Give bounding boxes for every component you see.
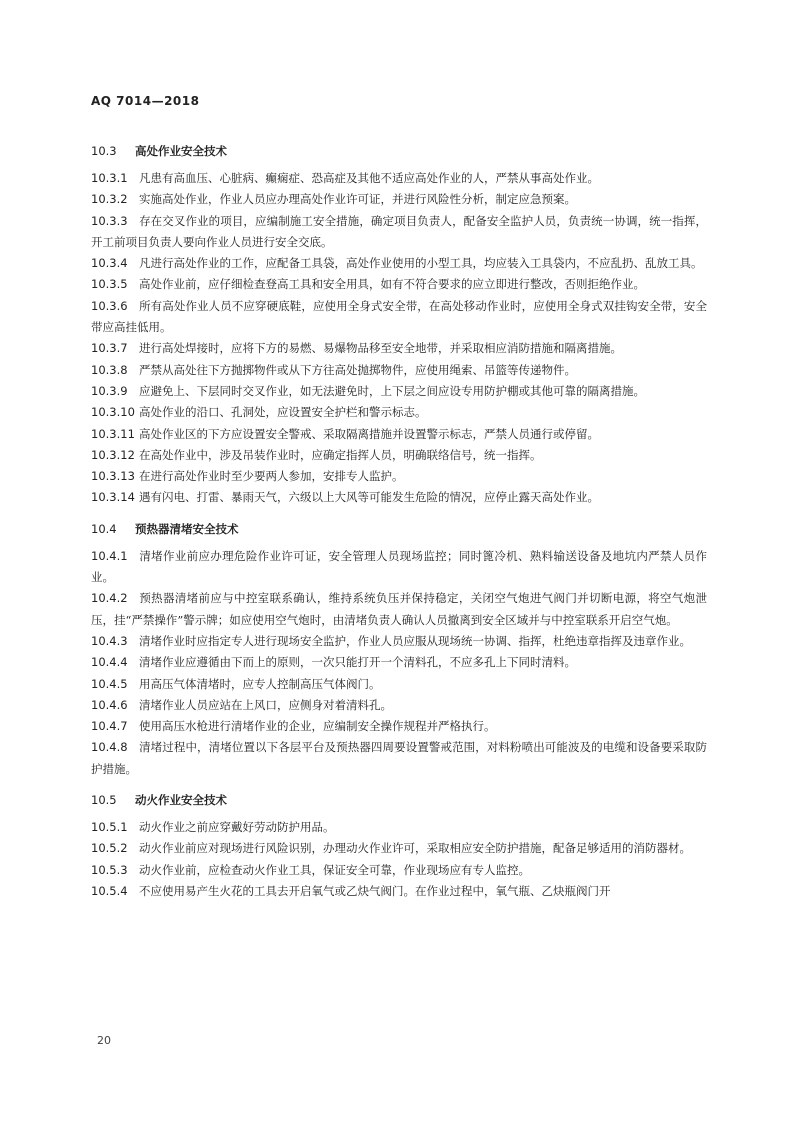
section-heading-10-3 — [91, 140, 707, 162]
clause-text: 凡进行高处作业的工作，应配备工具袋，高处作业使用的小型工具，均应装入工具袋内，不应乱扔、乱放工具。 — [139, 256, 703, 271]
clause-text: 严禁从高处往下方抛掷物件或从下方往高处抛掷物件，应使用绳索、吊篮等传递物件。 — [139, 362, 576, 377]
clause-10-3-8 — [91, 360, 707, 381]
clause-text: 应避免上、下层同时交叉作业，如无法避免时，上下层之间应设专用防护棚或其他可靠的隔离措施。 — [139, 383, 645, 398]
clause-text: 用高压气体清堵时，应专人控制高压气体阀门。 — [139, 676, 381, 691]
section-number: 10.5 — [91, 793, 117, 808]
document-id: AQ 7014—2018 — [91, 94, 200, 108]
clause-10-3-11 — [91, 424, 707, 445]
clause-number: 10.4.5 — [91, 676, 128, 691]
clause-text: 清堵作业前应办理危险作业许可证，安全管理人员现场监控；同时篦冷机、熟料输送设备及地坑内严禁人员作业。 — [91, 548, 707, 585]
clause-text: 清堵过程中，清堵位置以下各层平台及预热器四周要设置警戒范围，对料粉喷出可能波及的电缆和设备要采取防护措施。 — [91, 740, 707, 776]
clause-text: 预热器清堵前应与中控室联系确认，维持系统负压并保持稳定，关闭空气炮进气阀门并切断电源，将空气炮泄压，挂“严禁操作”警示牌；如应使用空气炮时，由清堵负责人确认人员撤离到安全区域并与中控室联系开启空气炮。 — [91, 591, 707, 627]
clause-text: 凡患有高血压、心脏病、癫痫症、恐高症及其他不适应高处作业的人，严禁从事高处作业。 — [139, 171, 599, 185]
clause-text: 高处作业区的下方应设置安全警戒、采取隔离措施并设置警示标志，严禁人员通行或停留。 — [139, 426, 599, 441]
section-heading-10-5 — [91, 789, 707, 811]
clause-text: 遇有闪电、打雷、暴雨天气，六级以上大风等可能发生危险的情况，应停止露天高处作业。 — [139, 490, 599, 505]
clause-10-3-13 — [91, 466, 707, 487]
clause-number: 10.3.13 — [91, 469, 135, 484]
clause-text: 动火作业之前应穿戴好劳动防护用品。 — [139, 820, 335, 835]
clause-10-3-10 — [91, 402, 707, 423]
clause-number: 10.3.6 — [91, 298, 128, 313]
clause-number: 10.3.1 — [91, 171, 128, 185]
clause-10-3-1 — [91, 168, 707, 189]
clause-text: 清堵作业应遵循由下而上的原则，一次只能打开一个清料孔，不应多孔上下同时清料。 — [139, 655, 576, 670]
clause-number: 10.3.7 — [91, 341, 128, 356]
clause-text: 所有高处作业人员不应穿硬底鞋，应使用全身式安全带，在高处移动作业时，应使用全身式双挂钩安全带，安全带应高挂低用。 — [91, 298, 707, 335]
clause-number: 10.4.4 — [91, 655, 128, 670]
section-title: 动火作业安全技术 — [135, 793, 227, 808]
clause-text: 高处作业前，应仔细检查登高工具和安全用具，如有不符合要求的应立即进行整改，否则拒绝作业。 — [139, 277, 645, 292]
clause-text: 不应使用易产生火花的工具去开启氧气或乙炔气阀门。在作业过程中，氧气瓶、乙炔瓶阀门开 — [139, 883, 611, 898]
section-heading-10-4 — [91, 518, 707, 540]
clause-number: 10.3.11 — [91, 426, 135, 441]
clause-10-3-4 — [91, 253, 707, 274]
clause-10-5-1 — [91, 817, 707, 838]
clause-10-3-7 — [91, 338, 707, 359]
clause-number: 10.3.2 — [91, 192, 128, 207]
clause-text: 高处作业的沿口、孔洞处，应设置安全护栏和警示标志。 — [139, 405, 427, 420]
clause-number: 10.4.8 — [91, 740, 128, 755]
clause-10-5-2 — [91, 838, 707, 859]
clause-number: 10.5.3 — [91, 862, 128, 877]
clause-number: 10.5.4 — [91, 883, 128, 898]
clause-10-4-7 — [91, 716, 707, 737]
clause-text: 在高处作业中，涉及吊装作业时，应确定指挥人员，明确联络信号，统一指挥。 — [139, 447, 542, 462]
clause-10-4-2 — [91, 588, 707, 631]
clause-10-5-4 — [91, 881, 707, 902]
section-number: 10.3 — [91, 144, 117, 158]
clause-10-4-4 — [91, 652, 707, 673]
clause-number: 10.3.8 — [91, 362, 128, 377]
clause-text: 动火作业前应对现场进行风险识别，办理动火作业许可，采取相应安全防护措施，配备足够适用的消防器材。 — [139, 841, 691, 856]
clause-10-4-6 — [91, 695, 707, 716]
page-number: 20 — [97, 1034, 111, 1047]
clause-text: 在进行高处作业时至少要两人参加，安排专人监护。 — [139, 469, 404, 484]
clause-10-3-6 — [91, 296, 707, 339]
clause-10-4-8 — [91, 737, 707, 780]
clause-number: 10.3.3 — [91, 213, 128, 228]
clause-number: 10.3.10 — [91, 405, 135, 420]
clause-10-5-3 — [91, 860, 707, 881]
section-title: 高处作业安全技术 — [135, 144, 227, 158]
clause-10-3-9 — [91, 381, 707, 402]
clause-number: 10.4.2 — [91, 591, 128, 606]
clause-number: 10.5.2 — [91, 841, 128, 856]
clause-text: 动火作业前，应检查动火作业工具，保证安全可靠，作业现场应有专人监控。 — [139, 862, 530, 877]
section-title: 预热器清堵安全技术 — [135, 521, 239, 536]
clause-10-4-5 — [91, 674, 707, 695]
clause-10-3-12 — [91, 445, 707, 466]
clause-number: 10.5.1 — [91, 820, 128, 835]
clause-number: 10.4.1 — [91, 548, 128, 563]
clause-text: 存在交叉作业的项目，应编制施工安全措施，确定项目负责人，配备安全监护人员，负责统一协调，统一指挥，开工前项目负责人要向作业人员进行安全交底。 — [91, 213, 707, 249]
section-number: 10.4 — [91, 521, 117, 536]
clause-number: 10.4.6 — [91, 697, 128, 712]
clause-number: 10.3.5 — [91, 277, 128, 292]
clause-10-3-3 — [91, 211, 707, 254]
clause-number: 10.4.7 — [91, 719, 128, 734]
clause-number: 10.3.14 — [91, 490, 135, 505]
clause-10-3-5 — [91, 274, 707, 295]
clause-text: 实施高处作业，作业人员应办理高处作业许可证，并进行风险性分析，制定应急预案。 — [139, 192, 576, 207]
clause-10-3-14 — [91, 487, 707, 508]
clause-text: 进行高处焊接时，应将下方的易燃、易爆物品移至安全地带，并采取相应消防措施和隔离措施。 — [139, 341, 622, 356]
clause-text: 清堵作业时应指定专人进行现场安全监护，作业人员应服从现场统一协调、指挥，杜绝违章指挥及违章作业。 — [139, 633, 691, 648]
clause-text: 使用高压水枪进行清堵作业的企业，应编制安全操作规程并严格执行。 — [139, 719, 496, 734]
clause-number: 10.3.12 — [91, 447, 135, 462]
clause-number: 10.3.4 — [91, 256, 128, 271]
clause-number: 10.3.9 — [91, 383, 128, 398]
page-body — [91, 140, 707, 902]
clause-number: 10.4.3 — [91, 633, 128, 648]
clause-10-3-2 — [91, 189, 707, 210]
clause-text: 清堵作业人员应站在上风口，应侧身对着清料孔。 — [139, 697, 392, 712]
clause-10-4-1 — [91, 546, 707, 589]
clause-10-4-3 — [91, 631, 707, 652]
